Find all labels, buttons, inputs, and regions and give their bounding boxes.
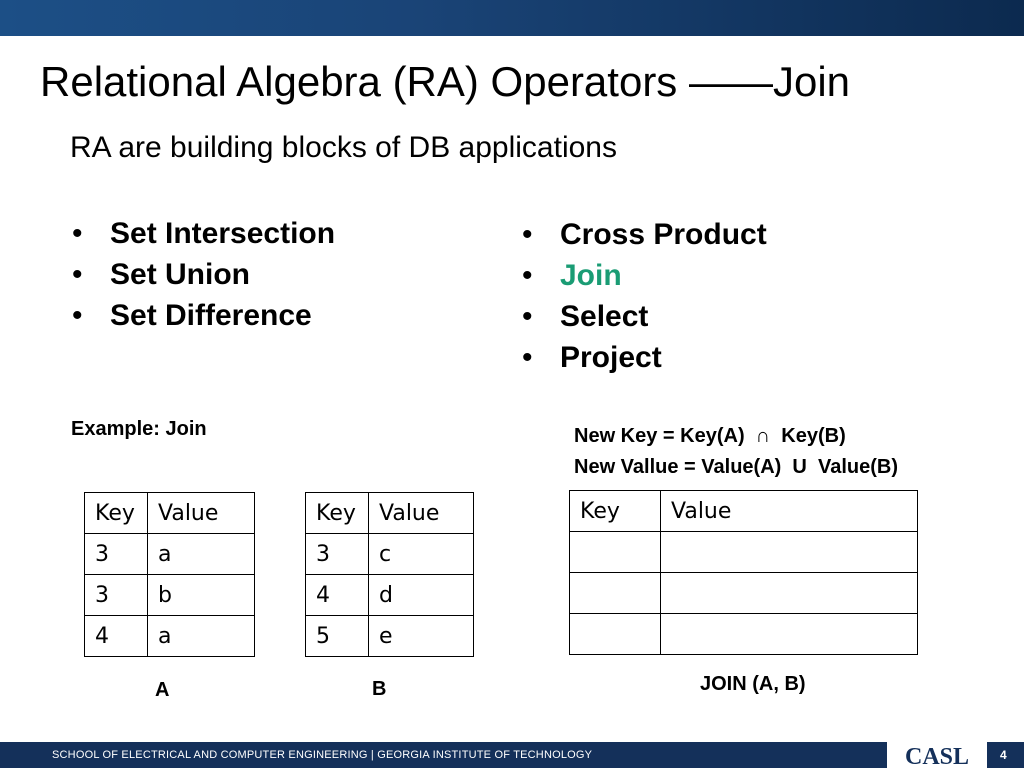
bullet-dot: • [522,218,533,251]
header-cell-key: Key [570,491,661,532]
bullet-dot: • [72,217,83,250]
bullet-text: Set Union [110,258,250,291]
cell-value: a [148,616,255,657]
cell-value: a [148,534,255,575]
bullet-dot: • [72,299,83,332]
cell-key: 3 [85,575,148,616]
bullet-text: Set Intersection [110,217,336,250]
cell-key: 3 [85,534,148,575]
footer-institution-text: SCHOOL OF ELECTRICAL AND COMPUTER ENGINEERING | GEORGIA INSTITUTE OF TECHNOLOGY [52,749,593,761]
bullet-text: Set Difference [110,299,312,332]
cell-key-empty [570,614,661,655]
slide-title: Relational Algebra (RA) Operators ——Join [40,58,851,105]
cell-value: c [369,534,474,575]
table-row [306,534,474,575]
cell-value-empty [661,614,918,655]
formula-value: New Vallue = Value(A) U Value(B) [574,456,898,478]
table-join-result [569,490,918,655]
cell-key-empty [570,532,661,573]
bullet-text-join: Join [560,259,622,292]
table-row [306,575,474,616]
table-row [85,534,255,575]
table-b [305,492,474,657]
table-b-caption: B [372,678,387,700]
table-header-row [85,493,255,534]
bullet-item [72,254,335,295]
header-cell-value: Value [369,493,474,534]
table-row [570,532,918,573]
table-a [84,492,255,657]
bullet-dot: • [522,341,533,374]
header-cell-key: Key [306,493,369,534]
footer-bar [0,742,1024,768]
cell-key: 5 [306,616,369,657]
bullet-dot: • [522,300,533,333]
header-cell-value: Value [661,491,918,532]
header-cell-key: Key [85,493,148,534]
cell-value: b [148,575,255,616]
table-a-caption: A [155,679,170,701]
bullet-item-highlighted [522,255,767,296]
bullet-list-right [522,214,767,378]
header-bar [0,0,1024,36]
cell-key: 3 [306,534,369,575]
bullet-text: Select [560,300,649,333]
bullet-item [522,214,767,255]
cell-value-empty [661,532,918,573]
cell-value: d [369,575,474,616]
page-number: 4 [1000,748,1007,762]
table-row [85,575,255,616]
cell-key: 4 [306,575,369,616]
table-header-row [570,491,918,532]
table-row [570,614,918,655]
formula-key: New Key = Key(A) ∩ Key(B) [574,425,846,447]
slide-subtitle: RA are building blocks of DB applications [70,131,617,164]
bullet-item [72,295,335,336]
cell-key: 4 [85,616,148,657]
casl-logo-text: CASL [904,744,970,770]
example-label: Example: Join [71,418,207,440]
table-row [570,573,918,614]
bullet-dot: • [522,259,533,292]
table-row [306,616,474,657]
bullet-text: Project [560,341,662,374]
bullet-list-left [72,213,335,336]
table-header-row [306,493,474,534]
cell-key-empty [570,573,661,614]
casl-logo [887,742,987,768]
table-join-caption: JOIN (A, B) [700,673,806,695]
cell-value-empty [661,573,918,614]
bullet-text: Cross Product [560,218,767,251]
table-row [85,616,255,657]
header-cell-value: Value [148,493,255,534]
bullet-item [522,296,767,337]
bullet-item [522,337,767,378]
bullet-dot: • [72,258,83,291]
bullet-item [72,213,335,254]
cell-value: e [369,616,474,657]
